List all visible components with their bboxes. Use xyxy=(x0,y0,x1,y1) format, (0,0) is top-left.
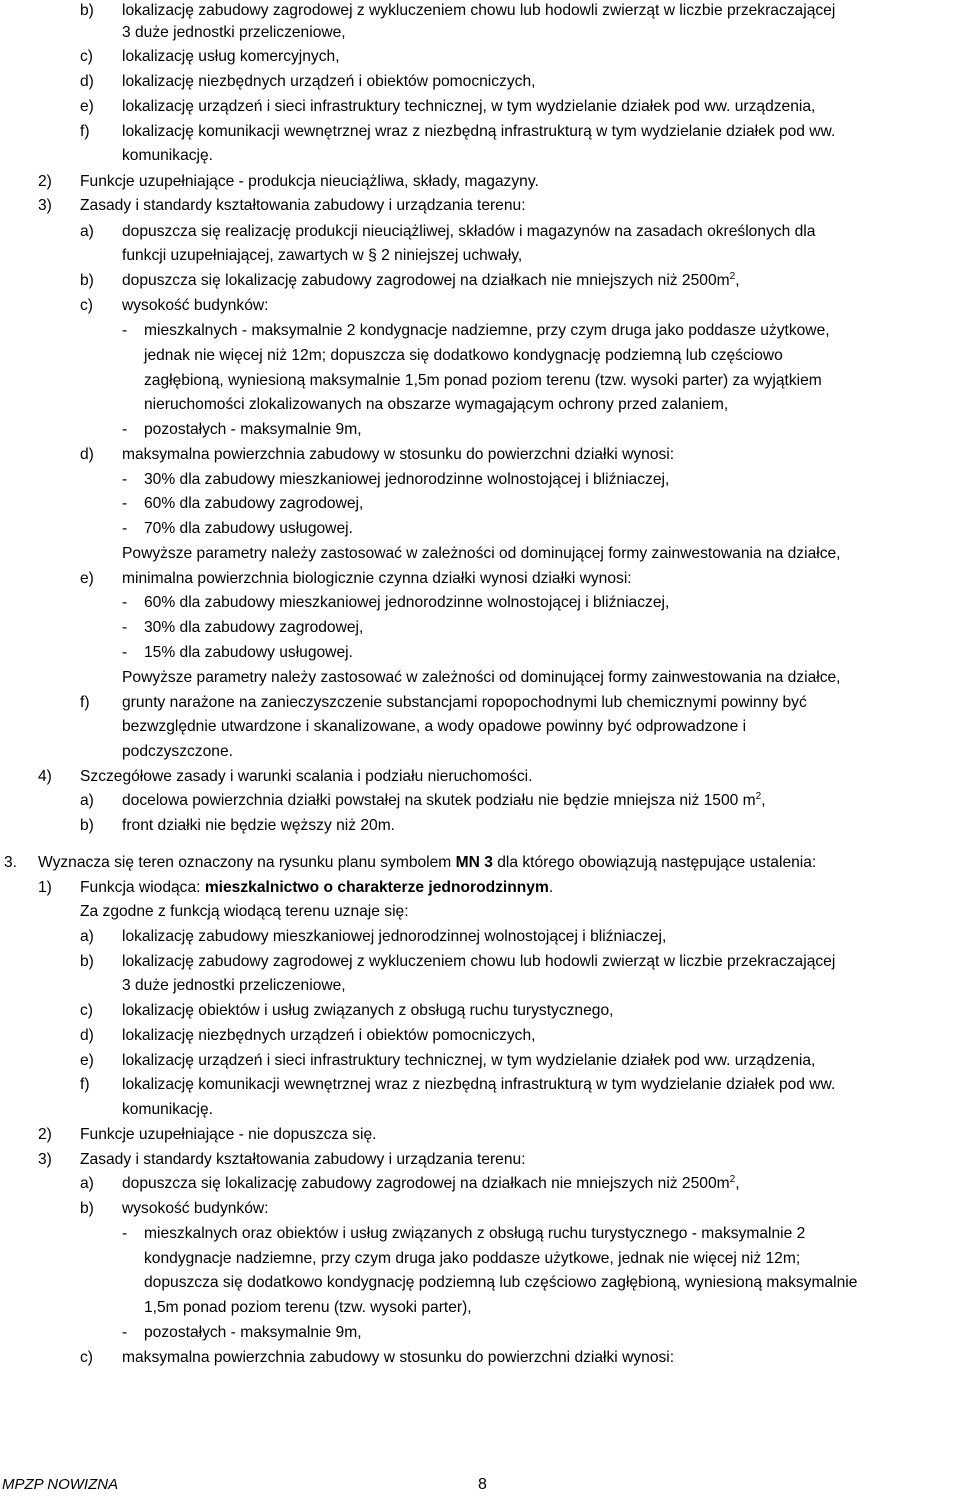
line-text xyxy=(80,1149,526,1171)
text-segment: lokalizację zabudowy zagrodowej z wykluczeniem chowu lub hodowli zwierząt w liczbie przekraczającej xyxy=(122,953,836,970)
list-marker: 3. xyxy=(4,854,18,871)
text-line xyxy=(0,716,960,740)
list-marker: c) xyxy=(80,297,93,314)
list-marker: e) xyxy=(80,98,94,115)
list-marker: d) xyxy=(80,1027,94,1044)
line-text xyxy=(144,345,783,367)
text-segment: Szczegółowe zasady i warunki scalania i podziału nieruchomości. xyxy=(80,768,533,785)
superscript: 2 xyxy=(729,271,736,282)
text-line xyxy=(0,1198,960,1222)
line-text xyxy=(144,1272,857,1294)
text-segment: Funkcje uzupełniające - produkcja nieuciążliwa, składy, magazyny. xyxy=(80,173,539,190)
line-text xyxy=(122,1198,268,1220)
line-text xyxy=(122,667,841,689)
list-dash: - xyxy=(122,644,128,661)
line-text xyxy=(122,716,746,738)
line-text xyxy=(122,145,213,167)
line-text xyxy=(80,766,532,788)
list-marker: f) xyxy=(80,123,90,140)
text-segment: pozostałych - maksymalnie 9m, xyxy=(144,421,362,438)
text-line xyxy=(0,568,960,592)
text-line xyxy=(0,0,960,24)
list-marker: c) xyxy=(80,48,93,65)
line-text xyxy=(144,419,362,441)
line-text xyxy=(122,790,766,814)
text-line xyxy=(0,1124,960,1148)
text-line xyxy=(0,1074,960,1098)
line-text xyxy=(122,543,841,565)
superscript: 2 xyxy=(729,1174,736,1185)
line-text xyxy=(122,926,666,948)
text-line xyxy=(0,1322,960,1346)
list-marker: a) xyxy=(80,928,94,945)
bold-text: MN 3 xyxy=(455,854,493,871)
line-text xyxy=(122,1347,674,1369)
line-text xyxy=(122,0,835,22)
text-line xyxy=(0,370,960,394)
line-text xyxy=(122,692,807,714)
line-text xyxy=(80,901,409,923)
line-text xyxy=(144,469,669,491)
line-text xyxy=(122,1173,740,1197)
line-text xyxy=(122,221,815,243)
text-segment: lokalizację komunikacji wewnętrznej wraz z niezbędną infrastrukturą w tym wydzielanie działek pod ww. xyxy=(122,1076,836,1093)
text-segment: lokalizację urządzeń i sieci infrastruktury technicznej, w tym wydzielanie działek pod ww. urządzenia, xyxy=(122,98,816,115)
text-line xyxy=(0,1149,960,1173)
text-segment: dopuszcza się lokalizację zabudowy zagrodowej na działkach nie mniejszych niż 2500m xyxy=(122,272,730,289)
text-line xyxy=(0,295,960,319)
line-text xyxy=(122,46,340,68)
line-text xyxy=(122,245,522,267)
list-marker: e) xyxy=(80,1052,94,1069)
text-segment: podczyszczone. xyxy=(122,743,233,760)
text-segment: zagłębioną, wyniesioną maksymalnie 1,5m ponad poziom terenu (tzw. wysoki parter) za wyjątkiem xyxy=(144,372,822,389)
list-marker: f) xyxy=(80,1076,90,1093)
text-line xyxy=(0,926,960,950)
line-text xyxy=(80,195,526,217)
text-line xyxy=(0,270,960,294)
text-segment: Za zgodne z funkcją wiodącą terenu uznaje się: xyxy=(80,903,409,920)
text-line xyxy=(0,852,960,876)
text-segment: maksymalna powierzchnia zabudowy w stosunku do powierzchni działki wynosi: xyxy=(122,446,675,463)
list-marker: 4) xyxy=(38,768,52,785)
list-marker: e) xyxy=(80,570,94,587)
text-line xyxy=(0,766,960,790)
text-line xyxy=(0,22,960,46)
line-text xyxy=(144,320,830,342)
text-line xyxy=(0,1050,960,1074)
text-segment: lokalizację urządzeń i sieci infrastruktury technicznej, w tym wydzielanie działek pod ww. urządzenia, xyxy=(122,1052,816,1069)
line-text xyxy=(144,592,669,614)
text-line xyxy=(0,667,960,691)
text-segment: lokalizację obiektów i usług związanych z obsługą ruchu turystycznego, xyxy=(122,1002,614,1019)
text-segment: funkcji uzupełniającej, zawartych w xyxy=(122,247,369,264)
text-segment: Wyznacza się teren oznaczony na rysunku planu symbolem xyxy=(38,854,456,871)
text-segment: lokalizację niezbędnych urządzeń i obiektów pomocniczych, xyxy=(122,1027,536,1044)
line-text xyxy=(122,121,835,143)
footer-document-name: MPZP NOWIZNA xyxy=(2,1476,119,1493)
text-segment: 15% dla zabudowy usługowej. xyxy=(144,644,353,661)
list-marker: 1) xyxy=(38,879,52,896)
text-segment: Funkcja wiodąca: xyxy=(80,879,205,896)
text-segment: bezwzględnie utwardzone i skanalizowane, a wody opadowe powinny być odprowadzone i xyxy=(122,718,747,735)
list-marker: a) xyxy=(80,223,94,240)
text-line xyxy=(0,1025,960,1049)
text-segment: komunikację. xyxy=(122,1101,214,1118)
footer-page-number: 8 xyxy=(478,1476,487,1493)
list-marker: b) xyxy=(80,817,94,834)
text-line xyxy=(0,815,960,839)
line-text xyxy=(144,617,363,639)
text-segment: 30% dla zabudowy mieszkaniowej jednorodzinne wolnostojącej i bliźniaczej, xyxy=(144,471,670,488)
line-text xyxy=(122,568,632,590)
line-text xyxy=(144,1223,805,1245)
text-line xyxy=(0,1248,960,1272)
text-segment: dopuszcza się dodatkowo kondygnację podziemną lub częściowo zagłębioną, wyniesioną maksymalnie xyxy=(144,1274,858,1291)
text-segment: . xyxy=(548,879,554,896)
line-text xyxy=(122,1050,815,1072)
list-marker: c) xyxy=(80,1349,93,1366)
text-line xyxy=(0,419,960,443)
line-text xyxy=(122,96,815,118)
text-segment: nieruchomości zlokalizowanych na obszarze wymagającym ochrony przed zalaniem, xyxy=(144,396,729,413)
text-segment: minimalna powierzchnia biologicznie czynna działki wynosi działki wynosi: xyxy=(122,570,632,587)
text-segment: , xyxy=(735,272,740,289)
text-line xyxy=(0,1223,960,1247)
text-line xyxy=(0,145,960,169)
line-text xyxy=(144,394,728,416)
text-line xyxy=(0,518,960,542)
list-marker: d) xyxy=(80,446,94,463)
text-segment: lokalizację zabudowy zagrodowej z wykluczeniem chowu lub hodowli zwierząt w liczbie przekraczającej xyxy=(122,2,836,19)
text-line xyxy=(0,96,960,120)
text-line xyxy=(0,901,960,925)
text-segment: wysokość budynków: xyxy=(122,297,269,314)
text-segment: dopuszcza się realizację produkcji nieuciążliwej, składów i magazynów na zasadach określonych dla xyxy=(122,223,816,240)
superscript: 2 xyxy=(755,791,762,802)
text-segment: 3 duże jednostki przeliczeniowe, xyxy=(122,24,346,41)
text-segment: 60% dla zabudowy mieszkaniowej jednorodzinne wolnostojącej i bliźniaczej, xyxy=(144,594,670,611)
list-marker: 2) xyxy=(38,173,52,190)
list-marker: 3) xyxy=(38,197,52,214)
list-dash: - xyxy=(122,495,128,512)
text-segment: dopuszcza się lokalizację zabudowy zagrodowej na działkach nie mniejszych niż 2500m xyxy=(122,1175,730,1192)
text-segment: kondygnacje nadziemne, przy czym druga jako poddasze użytkowe, jednak nie więcej niż 12m; xyxy=(144,1250,801,1267)
list-marker: b) xyxy=(80,2,94,19)
list-marker: c) xyxy=(80,1002,93,1019)
text-segment: 1,5m ponad poziom terenu (tzw. wysoki parter), xyxy=(144,1299,472,1316)
text-segment: Powyższe parametry należy zastosować w zależności od dominującej formy zainwestowania na działce, xyxy=(122,669,841,686)
line-text xyxy=(122,1000,613,1022)
section-sign: § xyxy=(368,247,377,264)
list-dash: - xyxy=(122,594,128,611)
text-segment: lokalizację komunikacji wewnętrznej wraz z niezbędną infrastrukturą w tym wydzielanie działek pod ww. xyxy=(122,123,836,140)
text-segment: 2 niniejszej uchwały, xyxy=(376,247,523,264)
line-text xyxy=(122,295,268,317)
list-dash: - xyxy=(122,421,128,438)
list-dash: - xyxy=(122,471,128,488)
line-text xyxy=(144,1248,800,1270)
text-segment: jednak nie więcej niż 12m; dopuszcza się dodatkowo kondygnację podziemną lub częściowo xyxy=(144,347,783,364)
text-line xyxy=(0,1297,960,1321)
text-line xyxy=(0,741,960,765)
list-marker: 2) xyxy=(38,1126,52,1143)
line-text xyxy=(122,270,740,294)
text-line xyxy=(0,975,960,999)
text-line xyxy=(0,1173,960,1197)
list-dash: - xyxy=(122,1225,128,1242)
text-segment: mieszkalnych - maksymalnie 2 kondygnacje nadziemne, przy czym druga jako poddasze użytkowe, xyxy=(144,322,830,339)
text-line xyxy=(0,1272,960,1296)
text-segment: mieszkalnych oraz obiektów i usług związanych z obsługą ruchu turystycznego - maksymalnie 2 xyxy=(144,1225,806,1242)
list-dash: - xyxy=(122,322,128,339)
list-marker: d) xyxy=(80,73,94,90)
list-marker: a) xyxy=(80,792,94,809)
line-text xyxy=(144,518,353,540)
text-segment: wysokość budynków: xyxy=(122,1200,269,1217)
text-line xyxy=(0,320,960,344)
text-segment: pozostałych - maksymalnie 9m, xyxy=(144,1324,362,1341)
text-line xyxy=(0,345,960,369)
text-segment: lokalizację usług komercyjnych, xyxy=(122,48,340,65)
text-segment: Zasady i standardy kształtowania zabudowy i urządzania terenu: xyxy=(80,197,526,214)
text-segment: maksymalna powierzchnia zabudowy w stosunku do powierzchni działki wynosi: xyxy=(122,1349,675,1366)
text-line xyxy=(0,1000,960,1024)
line-text xyxy=(80,1124,376,1146)
line-text xyxy=(122,71,535,93)
text-line xyxy=(0,394,960,418)
text-line xyxy=(0,1347,960,1371)
text-segment: lokalizację niezbędnych urządzeń i obiektów pomocniczych, xyxy=(122,73,536,90)
text-line xyxy=(0,592,960,616)
text-line xyxy=(0,195,960,219)
text-line xyxy=(0,221,960,245)
text-line xyxy=(0,71,960,95)
text-segment: Zasady i standardy kształtowania zabudowy i urządzania terenu: xyxy=(80,1151,526,1168)
text-line xyxy=(0,790,960,814)
text-segment: komunikację. xyxy=(122,147,214,164)
line-text xyxy=(144,1297,472,1319)
list-dash: - xyxy=(122,1324,128,1341)
line-text xyxy=(144,642,353,664)
text-line xyxy=(0,171,960,195)
text-segment: , xyxy=(761,792,766,809)
list-marker: b) xyxy=(80,1200,94,1217)
line-text xyxy=(144,1322,362,1344)
text-line xyxy=(0,46,960,70)
text-line xyxy=(0,951,960,975)
list-marker: f) xyxy=(80,694,90,711)
text-line xyxy=(0,121,960,145)
text-line xyxy=(0,543,960,567)
line-text xyxy=(38,852,816,874)
line-text xyxy=(80,171,539,193)
text-segment: dla którego obowiązują następujące ustalenia: xyxy=(492,854,817,871)
list-dash: - xyxy=(122,520,128,537)
line-text xyxy=(122,1099,213,1121)
text-line xyxy=(0,493,960,517)
text-line xyxy=(0,245,960,269)
text-segment: Funkcje uzupełniające - nie dopuszcza się. xyxy=(80,1126,377,1143)
bold-text: mieszkalnictwo o charakterze jednorodzinnym xyxy=(204,879,549,896)
list-marker: a) xyxy=(80,1175,94,1192)
line-text xyxy=(122,815,395,837)
line-text xyxy=(144,493,363,515)
text-line xyxy=(0,617,960,641)
text-line xyxy=(0,1099,960,1123)
line-text xyxy=(144,370,822,392)
text-line xyxy=(0,469,960,493)
text-segment: grunty narażone na zanieczyszczenie substancjami ropopochodnymi lub chemicznymi powinny być xyxy=(122,694,807,711)
line-text xyxy=(122,741,233,763)
line-text xyxy=(122,1074,835,1096)
text-line xyxy=(0,444,960,468)
text-segment: , xyxy=(735,1175,740,1192)
line-text xyxy=(122,22,346,44)
line-text xyxy=(122,1025,535,1047)
text-segment: docelowa powierzchnia działki powstałej na skutek podziału nie będzie mniejsza niż 1500 m xyxy=(122,792,756,809)
text-segment: Powyższe parametry należy zastosować w zależności od dominującej formy zainwestowania na działce, xyxy=(122,545,841,562)
text-segment: 70% dla zabudowy usługowej. xyxy=(144,520,353,537)
line-text xyxy=(122,951,835,973)
text-line xyxy=(0,692,960,716)
text-line xyxy=(0,642,960,666)
line-text xyxy=(122,444,674,466)
text-segment: lokalizację zabudowy mieszkaniowej jednorodzinnej wolnostojącej i bliźniaczej, xyxy=(122,928,667,945)
line-text xyxy=(122,975,346,997)
list-marker: 3) xyxy=(38,1151,52,1168)
text-segment: 60% dla zabudowy zagrodowej, xyxy=(144,495,364,512)
text-segment: 3 duże jednostki przeliczeniowe, xyxy=(122,977,346,994)
text-line xyxy=(0,877,960,901)
text-segment: front działki nie będzie węższy niż 20m. xyxy=(122,817,396,834)
list-marker: b) xyxy=(80,953,94,970)
text-segment: 30% dla zabudowy zagrodowej, xyxy=(144,619,364,636)
line-text xyxy=(80,877,553,899)
list-dash: - xyxy=(122,619,128,636)
list-marker: b) xyxy=(80,272,94,289)
